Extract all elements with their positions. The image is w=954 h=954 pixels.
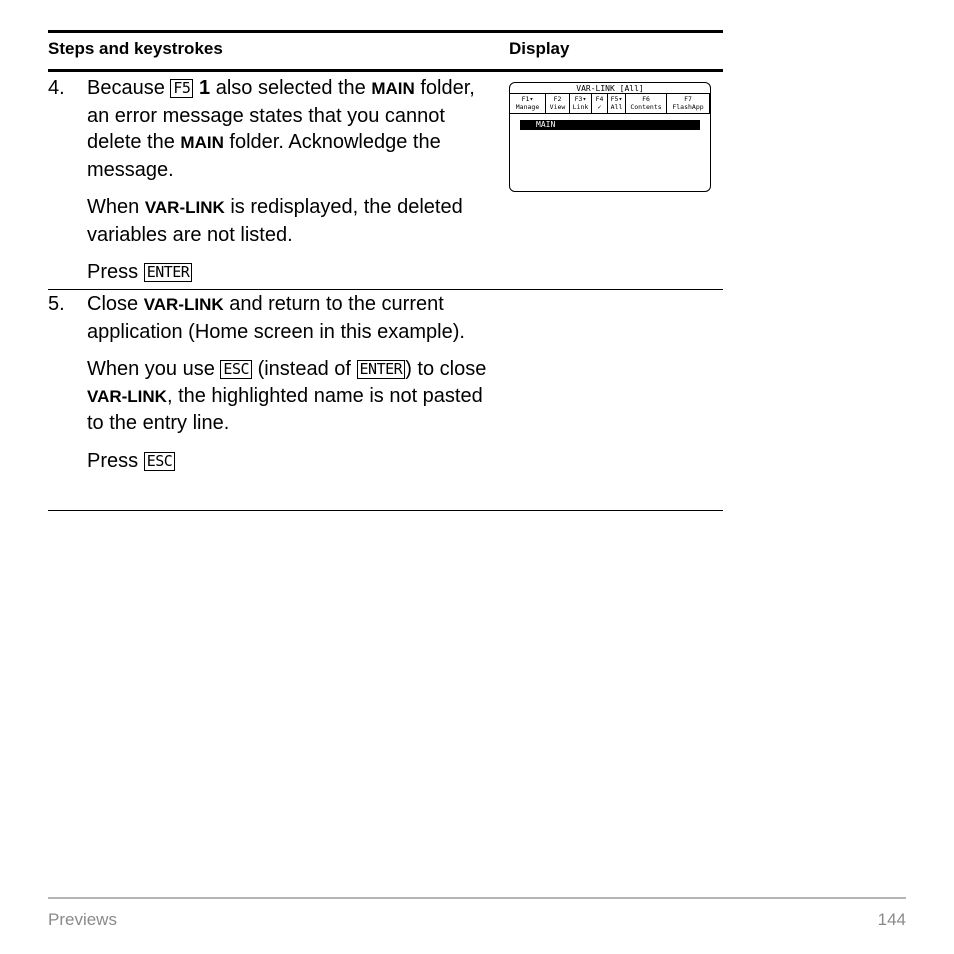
esc-key: ESC: [220, 360, 252, 379]
step-number: 4.: [48, 77, 65, 99]
screen-title: VAR-LINK [All]: [576, 84, 644, 93]
step-4-row: [48, 72, 723, 289]
step-paragraph: When you use ESC (instead of ENTER ) to close VAR-LINK, the highlighted name is not pasted to the entry line.: [87, 358, 487, 434]
menu-f3: F3▾ Link: [570, 94, 592, 113]
enter-key: ENTER: [357, 360, 406, 379]
table-header: [48, 33, 723, 69]
menu-f4: F4 ✓: [592, 94, 608, 113]
col-header-display: Display: [509, 39, 570, 58]
step-paragraph: Close VAR-LINK and return to the current application (Home screen in this example).: [87, 293, 465, 343]
menu-f5: F5▾ All: [608, 94, 626, 113]
menu-f1: F1▾ Manage: [510, 94, 546, 113]
screen-menu-bar: [510, 93, 710, 114]
steps-table: [48, 30, 723, 511]
enter-key: ENTER: [144, 263, 193, 282]
step-paragraph: Press ENTER: [87, 259, 492, 286]
step-body: [87, 291, 497, 474]
menu-f6: F6 Contents: [626, 94, 667, 113]
step-body: [87, 75, 492, 286]
esc-key: ESC: [144, 452, 176, 471]
col-header-steps: Steps and keystrokes: [48, 39, 223, 58]
footer-rule: [48, 897, 906, 899]
table-bottom-rule: [48, 510, 723, 511]
menu-f7: F7 FlashApp: [667, 94, 710, 113]
menu-f2: F2 View: [546, 94, 570, 113]
page-number: 144: [877, 910, 906, 929]
step-paragraph: When VAR-LINK is redisplayed, the deleted variables are not listed.: [87, 196, 463, 246]
step-number: 5.: [48, 293, 65, 315]
step-paragraph: Because F5 1 also selected the MAIN folder, an error message states that you cannot delete the MAIN folder. Acknowledge the message.: [87, 77, 475, 181]
calculator-screen: [509, 82, 711, 192]
step-paragraph: Press ESC: [87, 448, 497, 475]
highlighted-folder: MAIN: [520, 120, 700, 130]
f5-key: F5: [170, 79, 193, 98]
step-5-row: [48, 290, 723, 510]
footer-section-name: Previews: [48, 910, 117, 929]
